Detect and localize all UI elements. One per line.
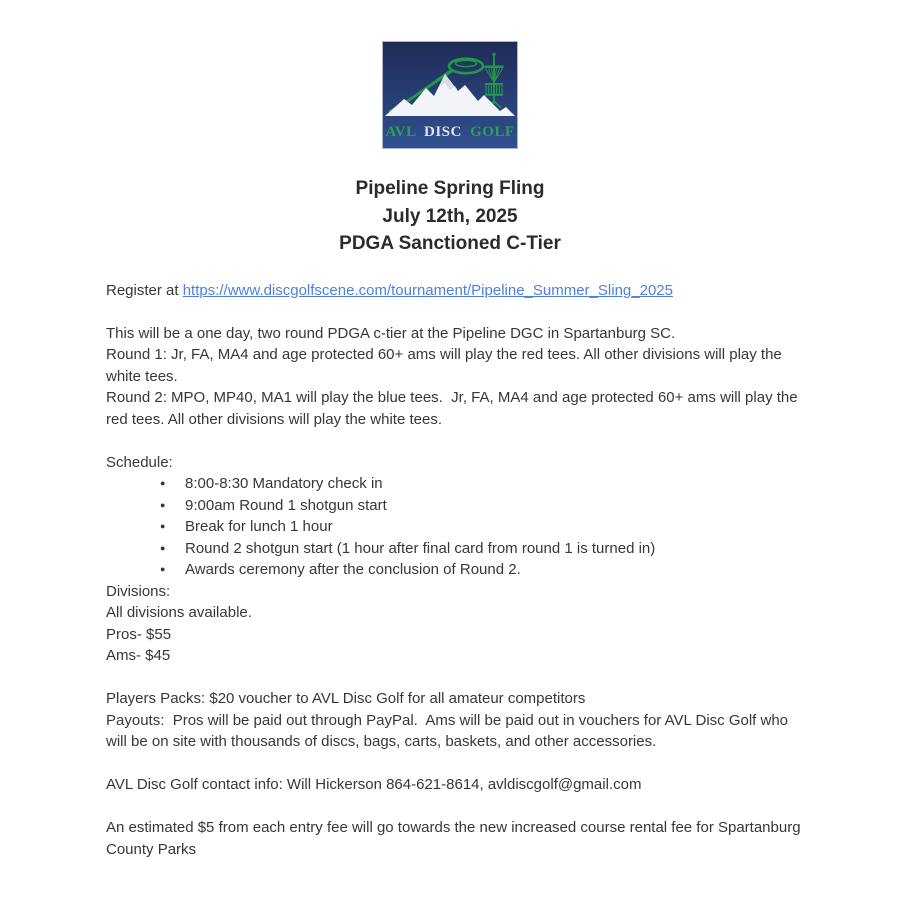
divisions-availability: All divisions available.	[106, 604, 252, 621]
logo-wordmark	[385, 124, 514, 140]
bullet-icon: ●	[160, 521, 166, 531]
logo-word-disc: DISC	[424, 124, 462, 140]
avl-disc-golf-logo-graphic	[382, 41, 518, 149]
divisions-heading: Divisions:	[106, 582, 171, 600]
payouts-line: Payouts: Pros will be paid out through PayPal. Ams will be paid out in vouchers for AVL Disc Golf who will be on site with thousands of discs, bags, carts, baskets, and other accessories.	[106, 711, 793, 750]
register-prefix: Register at	[106, 281, 183, 299]
title-block	[0, 175, 900, 258]
schedule-item-text: Awards ceremony after the conclusion of Round 2.	[185, 561, 521, 578]
spacer	[106, 753, 803, 775]
event-title: Pipeline Spring Fling	[355, 178, 545, 199]
bullet-icon: ●	[160, 499, 166, 510]
schedule-item	[106, 495, 803, 517]
spacer	[106, 430, 803, 452]
spacer	[106, 301, 803, 323]
schedule-item	[106, 538, 803, 560]
avl-disc-golf-logo	[382, 41, 518, 149]
contact-info: AVL Disc Golf contact info: Will Hickerson 864-621-8614, avldiscgolf@gmail.com	[106, 776, 642, 793]
event-tier: PDGA Sanctioned C-Tier	[339, 233, 561, 254]
pros-entry-fee: Pros- $55	[106, 625, 172, 643]
logo-word-golf: GOLF	[470, 124, 515, 140]
players-packs-section	[106, 688, 803, 753]
players-packs-line: Players Packs: $20 voucher to AVL Disc Golf for all amateur competitors	[106, 690, 586, 707]
schedule-item	[106, 473, 803, 495]
description-line-3: Round 2: MPO, MP40, MA1 will play the blue tees. Jr, FA, MA4 and age protected 60+ ams will play the red tees. All other divisions will play the white tees.	[106, 389, 802, 428]
bullet-icon: ●	[160, 542, 166, 553]
schedule-item	[106, 516, 803, 538]
ams-entry-fee: Ams- $45	[106, 647, 171, 664]
flyer-body	[106, 280, 803, 861]
logo-word-avl: AVL	[385, 124, 416, 140]
schedule-item	[106, 559, 803, 581]
divisions-section	[106, 581, 803, 667]
description-line-1: This will be a one day, two round PDGA c-tier at the Pipeline DGC in Spartanburg SC.	[106, 324, 676, 342]
schedule-section	[106, 452, 803, 581]
course-fee-note: An estimated $5 from each entry fee will go towards the new increased course rental fee for Spartanburg County Parks	[106, 819, 805, 858]
bullet-icon: ●	[160, 478, 166, 488]
description-line-2: Round 1: Jr, FA, MA4 and age protected 60+ ams will play the red tees. All other divisions will play the white tees.	[106, 346, 786, 385]
spacer	[106, 796, 803, 818]
spacer	[106, 667, 803, 689]
event-description	[106, 323, 803, 431]
bullet-icon: ●	[160, 564, 166, 574]
schedule-heading: Schedule:	[106, 453, 173, 471]
schedule-item-text: Round 2 shotgun start (1 hour after final card from round 1 is turned in)	[185, 539, 656, 557]
schedule-item-text: Break for lunch 1 hour	[185, 518, 333, 535]
event-date: July 12th, 2025	[382, 205, 518, 227]
register-line	[106, 280, 803, 302]
schedule-item-text: 9:00am Round 1 shotgun start	[185, 496, 387, 514]
registration-link[interactable]: https://www.discgolfscene.com/tournament/Pipeline_Summer_Sling_2025	[182, 281, 673, 299]
schedule-item-text: 8:00-8:30 Mandatory check in	[185, 475, 383, 492]
